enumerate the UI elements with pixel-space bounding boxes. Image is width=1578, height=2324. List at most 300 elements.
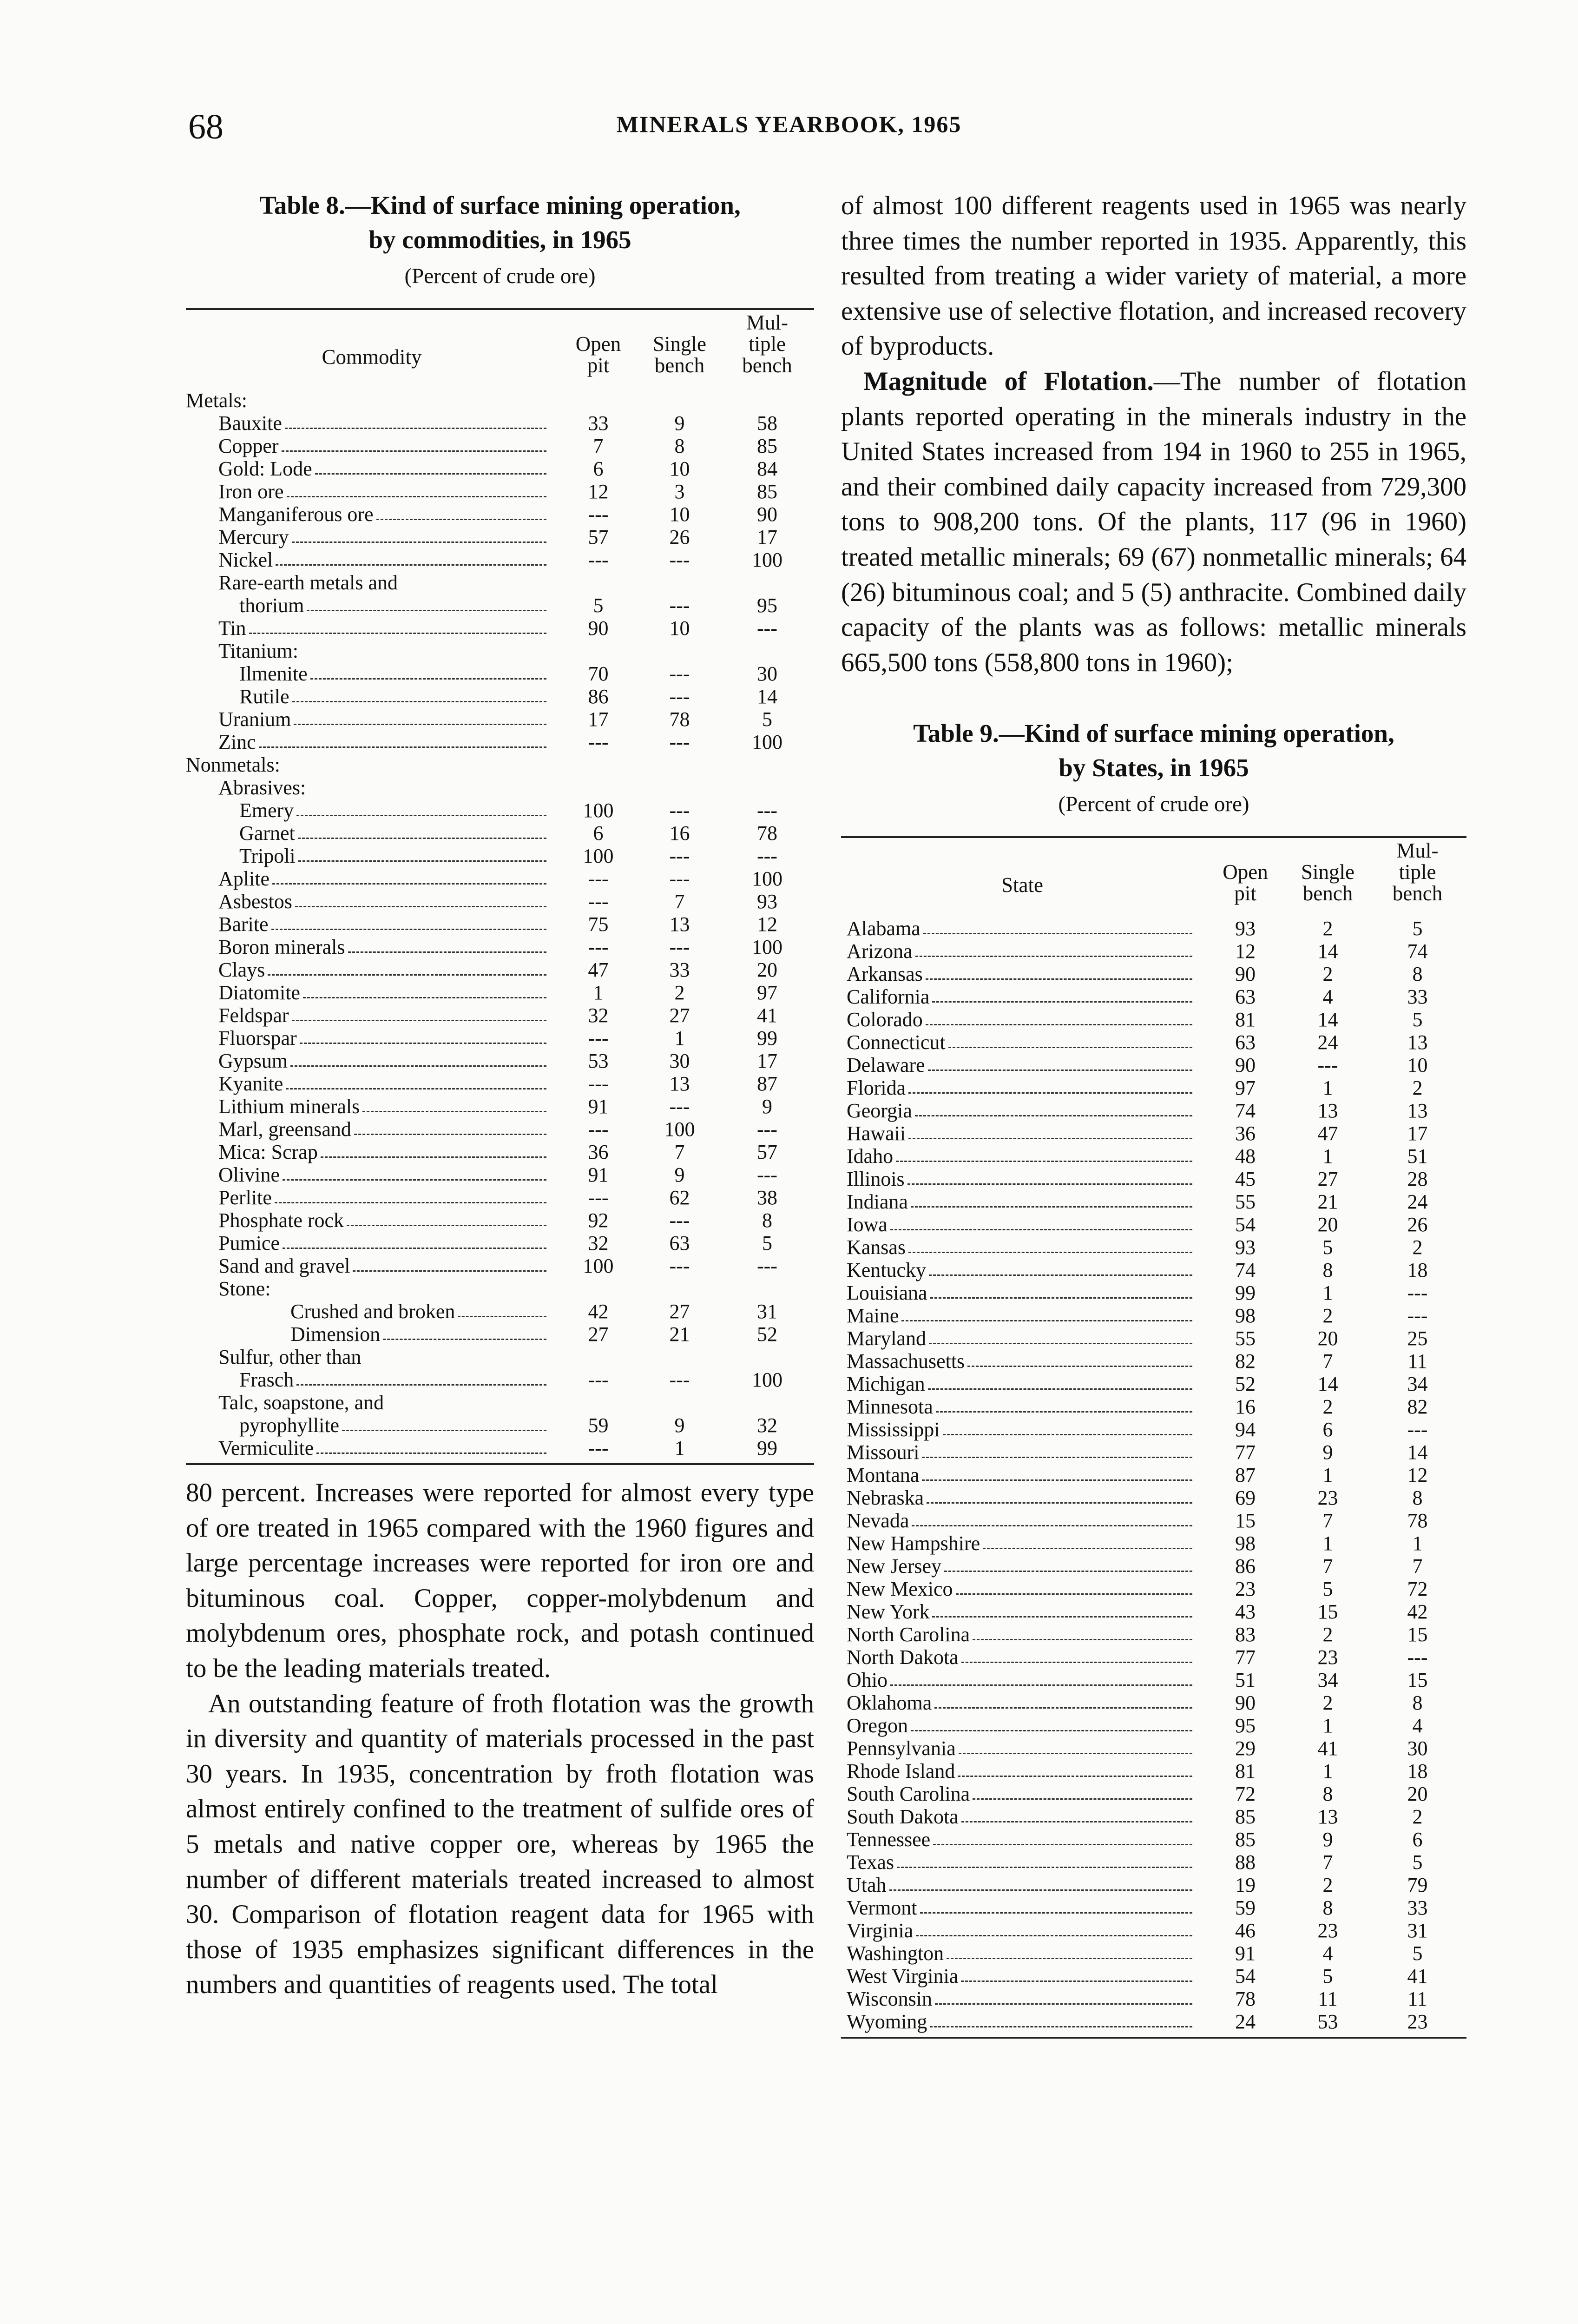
table-row [186,799,814,822]
table9 [841,716,1466,2039]
cell-multi: 41 [757,1004,777,1027]
cell-multi: 5 [1412,1008,1423,1031]
cell-open: 98 [1235,1304,1256,1327]
row-label-cell [841,1304,1203,1327]
table-row [186,480,814,503]
row-label: Texas [847,1851,894,1874]
row-label: Lithium minerals [218,1095,360,1118]
row-label: Wisconsin [847,1987,932,2011]
cell-single: 1 [674,1027,685,1050]
row-label-cell [186,776,558,799]
cell-single [639,776,720,799]
table-row [841,1669,1466,1691]
cell-single [639,389,720,412]
cell-multi: 5 [1412,1851,1423,1874]
cell-open: 93 [1235,1236,1256,1259]
cell-single: 7 [1322,1555,1333,1578]
cell-multi: 34 [1407,1373,1428,1396]
cell-single: 16 [669,822,690,845]
row-label: Ohio [847,1669,888,1692]
row-label-cell [841,1600,1203,1623]
cell-single: 9 [674,1414,685,1437]
row-label-cell [186,958,558,981]
cell-multi: 2 [1412,1076,1423,1100]
row-label-cell [841,1509,1203,1532]
row-label-cell [186,389,558,412]
dot-leader [348,951,546,953]
table-row [841,1578,1466,1600]
paragraph [841,364,1466,680]
row-label: Colorado [847,1008,923,1031]
dot-leader [916,1935,1192,1936]
cell-multi: 41 [1407,1965,1428,1988]
table-row [186,753,814,776]
row-label-cell [841,1555,1203,1578]
row-label: Delaware [847,1054,925,1077]
dot-leader [923,933,1192,934]
cell-open: 33 [588,412,609,435]
row-label: New Jersey [847,1555,942,1578]
cell-multi: 23 [1407,2010,1428,2034]
cell-single: 13 [669,1072,690,1095]
row-label-cell [186,640,558,662]
cell-single: 13 [1317,1099,1338,1122]
cell-open: 59 [588,1414,609,1437]
cell-open: 15 [1235,1509,1256,1532]
table-row [841,1441,1466,1464]
cell-single: 13 [669,913,690,936]
row-label: Montana [847,1464,920,1487]
table8-header-multi: Mul- tiple bench [742,311,792,377]
row-label: Clays [218,958,265,981]
cell-open: 27 [588,1323,609,1346]
table-row [186,1277,814,1300]
dot-leader [354,1134,546,1135]
cell-open: 91 [588,1095,609,1118]
cell-multi: 95 [757,594,777,617]
cell-single: 47 [1317,1122,1338,1145]
dot-leader [897,1867,1192,1868]
cell-multi: 32 [757,1414,777,1437]
dot-leader [932,1616,1192,1618]
cell-single: 9 [674,412,685,435]
table-row [186,1323,814,1346]
table-row [841,1942,1466,1965]
cell-single [639,640,720,662]
cell-multi: --- [1407,1646,1428,1669]
cell-multi: 78 [757,822,777,845]
dot-leader [908,1252,1192,1253]
row-label: Oklahoma [847,1691,932,1715]
dot-leader [908,1138,1192,1139]
row-label: Talc, soapstone, and [218,1391,384,1414]
dot-leader [315,473,546,475]
cell-open: 23 [1235,1578,1256,1601]
row-label: Pennsylvania [847,1737,956,1760]
cell-open: 77 [1235,1646,1256,1669]
dot-leader [943,1434,1192,1435]
row-label-cell [841,1213,1203,1236]
row-label: Rutile [239,685,289,708]
cell-open: 55 [1235,1327,1256,1350]
dot-leader [249,633,546,634]
cell-single: 7 [674,1141,685,1163]
row-label-cell [841,1942,1203,1965]
row-label-cell [186,1414,558,1437]
row-label-cell [841,1008,1203,1031]
dot-leader [268,974,546,976]
dot-leader [342,1430,546,1431]
row-label-cell [186,1186,558,1209]
table-row [841,985,1466,1008]
row-label: Feldspar [218,1004,289,1027]
cell-multi [720,571,814,594]
cell-single: 14 [1317,940,1338,963]
cell-single: 2 [674,981,685,1004]
cell-single: 62 [669,1186,690,1209]
cell-open: 53 [588,1050,609,1072]
table-row [841,1600,1466,1623]
row-label-cell [186,457,558,480]
cell-open [558,640,639,662]
row-label: South Dakota [847,1805,959,1829]
cell-single: --- [669,1368,690,1391]
cell-single: --- [669,799,690,822]
dot-leader [967,1366,1192,1367]
row-label: Florida [847,1076,906,1100]
cell-open: 43 [1235,1600,1256,1624]
table-row [841,1464,1466,1486]
cell-multi: 18 [1407,1259,1428,1282]
row-label: Virginia [847,1919,914,1942]
dot-leader [376,519,546,520]
dot-leader [936,1411,1192,1413]
cell-multi: 30 [1407,1737,1428,1760]
dot-leader [458,1316,546,1317]
cell-single: 7 [1322,1509,1333,1532]
cell-open [558,1277,639,1300]
dot-leader [347,1225,546,1226]
row-label-cell [186,1391,558,1414]
cell-multi [720,753,814,776]
row-label-cell [841,1236,1203,1259]
row-label-cell [186,685,558,708]
table-row [841,1486,1466,1509]
row-label-cell [186,480,558,503]
table-row [186,548,814,571]
dot-leader [303,997,546,998]
cell-single: 7 [1322,1851,1333,1874]
table-row [841,1874,1466,1896]
table-row [841,1008,1466,1031]
dot-leader [296,1384,546,1386]
row-label-cell [841,1851,1203,1874]
dot-leader [292,1020,546,1021]
row-label-cell [841,1987,1203,2010]
dot-leader [973,1798,1192,1800]
dot-leader [929,1274,1192,1276]
cell-open: 90 [1235,1054,1256,1077]
row-label: Bauxite [218,412,282,435]
cell-open: 6 [593,457,604,480]
table-row [841,1054,1466,1076]
table-row [186,1141,814,1163]
row-label-cell [186,1368,558,1391]
cell-open: 90 [1235,1691,1256,1715]
cell-multi: 13 [1407,1031,1428,1054]
table-row [841,1623,1466,1646]
dot-leader [890,1684,1192,1686]
row-label-cell [841,1122,1203,1145]
cell-single: 21 [1317,1190,1338,1214]
cell-single [639,753,720,776]
cell-open: 81 [1235,1760,1256,1783]
cell-open: 59 [1235,1896,1256,1920]
row-label: New York [847,1600,930,1624]
cell-multi: 100 [752,1368,782,1391]
row-label-cell [186,822,558,845]
cell-multi [720,1277,814,1300]
cell-multi: 31 [1407,1919,1428,1942]
cell-open: 45 [1235,1168,1256,1191]
row-label-cell [841,1259,1203,1281]
row-label-cell [841,1714,1203,1737]
cell-open: 7 [593,435,604,457]
cell-multi: 17 [1407,1122,1428,1145]
table-row [841,1714,1466,1737]
table-row [186,845,814,867]
table9-bottom-rule [841,2037,1466,2039]
row-label-cell [841,1532,1203,1555]
row-label-cell [186,435,558,457]
cell-single: 30 [669,1050,690,1072]
cell-multi: --- [1407,1281,1428,1305]
row-label: Louisiana [847,1281,927,1305]
row-label: West Virginia [847,1965,959,1988]
dot-leader [896,1161,1192,1162]
row-label-cell [186,1050,558,1072]
dot-leader [290,1065,546,1067]
cell-single: 15 [1317,1600,1338,1624]
cell-open: 17 [588,708,609,731]
running-head: MINERALS YEARBOOK, 1965 [616,111,962,137]
table-row [186,1209,814,1232]
table-row [186,526,814,548]
table-row [186,776,814,799]
row-label-cell [841,1965,1203,1987]
cell-open: 86 [1235,1555,1256,1578]
dot-leader [915,1115,1192,1116]
cell-single: 23 [1317,1486,1338,1510]
cell-open: --- [588,1368,609,1391]
cell-multi [720,1391,814,1414]
dot-leader [298,838,546,839]
cell-single: --- [669,662,690,685]
dot-leader [286,1088,546,1089]
table-row [186,1346,814,1368]
cell-multi: 51 [1407,1145,1428,1168]
cell-single: 2 [1322,1691,1333,1715]
table8-grid [186,310,814,1459]
row-label-cell [841,985,1203,1008]
table-row [186,867,814,890]
dot-leader [353,1270,546,1272]
cell-multi: 15 [1407,1623,1428,1646]
cell-multi: 82 [1407,1395,1428,1419]
table8-header-open: Open pit [575,332,621,377]
row-label-cell [186,1277,558,1300]
cell-single: 23 [1317,1919,1338,1942]
dot-leader [928,1388,1192,1390]
cell-open: --- [588,731,609,753]
row-label-cell [841,1578,1203,1600]
dot-leader [961,1821,1192,1822]
table-row [841,1965,1466,1987]
paragraph: An outstanding feature of froth flotation was the growth in diversity and quantity of materials processed in the past 30 years. In 1935, concentration by froth flotation was almost entirely confined to the treatment of sulfide ores of 5 metals and native copper ore, whereas by 1965 the number of different materials treated increased to almost 30. Comparison of flotation reagent data for 1965 with those of 1935 emphasizes significant differences in the numbers and quantities of reagents used. The total [186,1689,814,2000]
cell-single: 5 [1322,1236,1333,1259]
table8-header-single: Single bench [652,332,706,377]
dot-leader [890,1229,1192,1230]
row-label-cell [186,1346,558,1368]
table-row [186,1300,814,1323]
row-label-cell [186,548,558,571]
row-label: Diatomite [218,981,300,1004]
cell-single: 3 [674,480,685,503]
row-label-cell [186,913,558,936]
cell-open: --- [588,1437,609,1459]
cell-single: --- [669,685,690,708]
cell-open: 100 [583,845,614,867]
cell-single: 1 [1322,1281,1333,1305]
left-column [186,188,814,2002]
cell-single: 7 [674,890,685,913]
row-label: Manganiferous ore [218,503,374,526]
row-label-cell [841,1350,1203,1373]
table-row [841,1828,1466,1851]
table9-title [841,716,1466,785]
table-row [186,1186,814,1209]
cell-multi: 78 [1407,1509,1428,1532]
table-row [186,708,814,731]
row-label-cell [186,890,558,913]
row-label: Pumice [218,1232,280,1254]
cell-multi: 17 [757,1050,777,1072]
cell-multi: 100 [752,936,782,958]
cell-open: 90 [1235,963,1256,986]
row-label: Maine [847,1304,899,1327]
cell-open: --- [588,1027,609,1050]
cell-open: 98 [1235,1532,1256,1555]
cell-open: 81 [1235,1008,1256,1031]
cell-open: 57 [588,526,609,548]
cell-open: 85 [1235,1828,1256,1851]
table9-subtitle: (Percent of crude ore) [1058,792,1249,817]
table-row [186,1050,814,1072]
cell-single: 7 [1322,1350,1333,1373]
dot-leader [932,1001,1192,1003]
cell-multi: 10 [1407,1054,1428,1077]
cell-single: --- [669,1254,690,1277]
cell-single: --- [1317,1054,1338,1077]
cell-open: 32 [588,1232,609,1254]
cell-multi: 99 [757,1437,777,1459]
table-row [841,1919,1466,1942]
row-label-cell [186,867,558,890]
table-row [186,617,814,640]
table-row [841,1259,1466,1281]
table-row [186,685,814,708]
cell-single: 8 [1322,1783,1333,1806]
table-row [841,1783,1466,1805]
cell-single [639,1346,720,1368]
cell-multi: --- [757,1118,777,1141]
row-label-cell [841,1418,1203,1441]
paragraph: of almost 100 different reagents used in 1965 was nearly three times the number reported in 1935. Apparently, this resulted from treating a wider variety of material, a more extensive use of selective flotation, and increased recovery of byproducts. [841,191,1466,361]
row-label-cell [841,1828,1203,1851]
row-label-cell [841,1669,1203,1691]
cell-multi: 8 [1412,1691,1423,1715]
row-label-cell [841,1737,1203,1760]
cell-single: --- [669,867,690,890]
cell-single: 26 [669,526,690,548]
cell-single: 10 [669,503,690,526]
cell-multi: 30 [757,662,777,685]
row-label-cell [186,571,558,594]
table-row [841,1327,1466,1350]
cell-open: 78 [1235,1987,1256,2011]
dot-leader [930,1297,1192,1299]
row-label-cell [841,1327,1203,1350]
cell-open: --- [588,1118,609,1141]
cell-single: 20 [1317,1327,1338,1350]
dot-leader [934,1707,1192,1709]
table8-title [186,188,814,257]
table9-header-open: Open pit [1223,860,1268,905]
cell-single: 1 [1322,1714,1333,1737]
cell-single: 100 [664,1118,695,1141]
row-label: Nonmetals: [186,753,280,776]
cell-multi: 11 [1407,1987,1427,2011]
row-label: Indiana [847,1190,908,1214]
dot-leader [983,1548,1192,1549]
table-row [186,890,814,913]
table-row [841,1076,1466,1099]
row-label-cell [841,1031,1203,1054]
row-label-cell [186,1118,558,1141]
cell-open: 55 [1235,1190,1256,1214]
row-label-cell [841,1623,1203,1646]
dot-leader [307,610,546,611]
row-label-cell [841,1145,1203,1168]
cell-multi: 42 [1407,1600,1428,1624]
table-row [841,1737,1466,1760]
cell-open: 70 [588,662,609,685]
cell-single: 1 [674,1437,685,1459]
dot-leader [935,2003,1192,2005]
row-label: Rare-earth metals and [218,571,398,594]
row-label-cell [186,981,558,1004]
row-label: Alabama [847,917,920,940]
cell-multi: --- [757,799,777,822]
dot-leader [927,1502,1192,1504]
table-row [841,1395,1466,1418]
dot-leader [285,428,546,429]
cell-multi: 85 [757,435,777,457]
table-row [841,1236,1466,1259]
cell-single: 2 [1322,1304,1333,1327]
row-label-cell [841,1099,1203,1122]
cell-multi: 33 [1407,985,1428,1009]
